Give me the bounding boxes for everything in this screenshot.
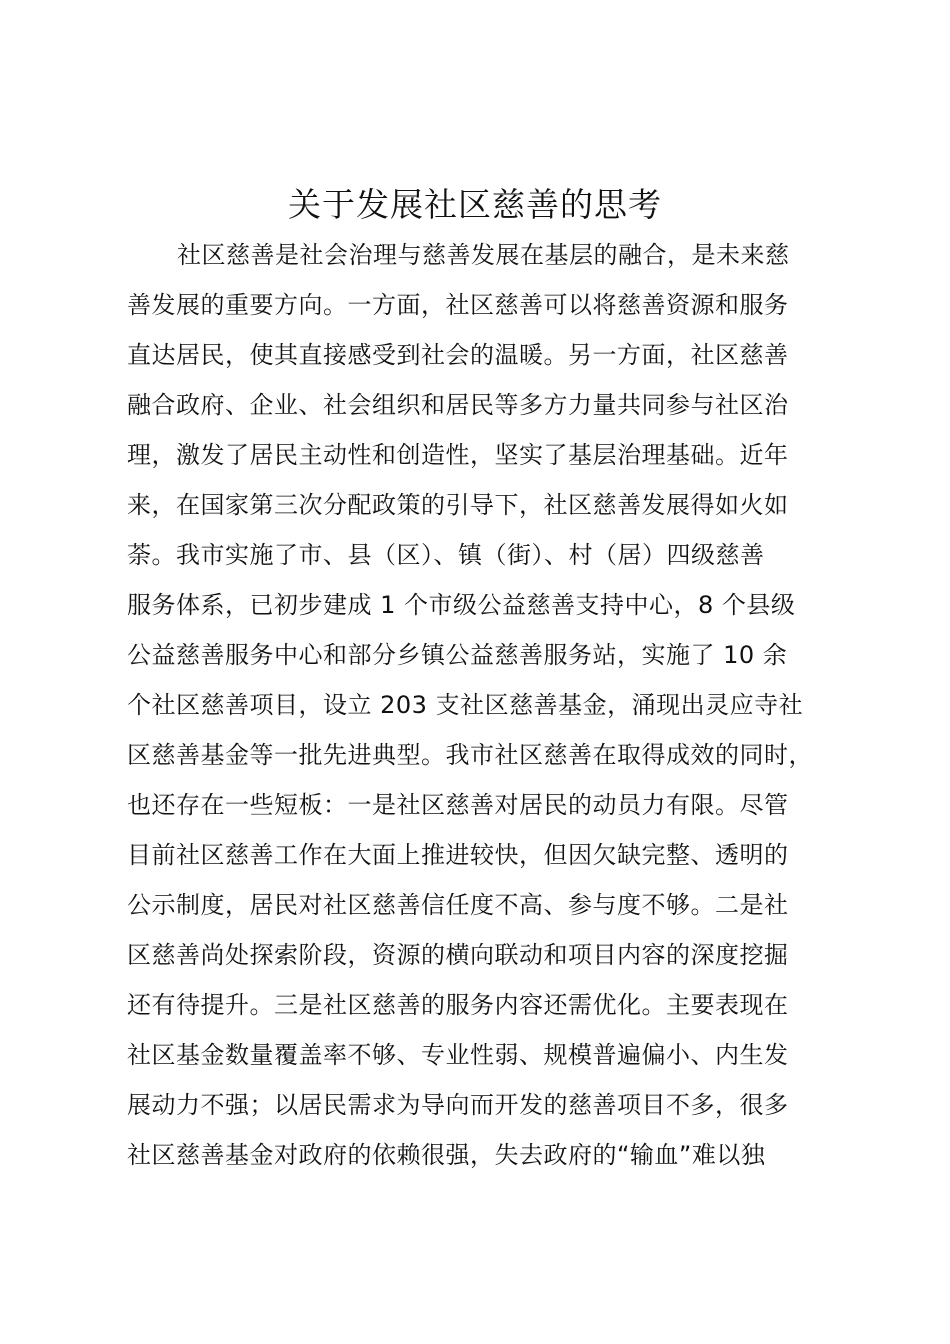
paragraph-line: 也还存在一些短板：一是社区慈善对居民的动员力有限。尽管 — [127, 791, 789, 819]
paragraph-line: 公示制度，居民对社区慈善信任度不高、参与度不够。二是社 — [127, 891, 789, 919]
paragraph-line: 理，激发了居民主动性和创造性，坚实了基层治理基础。近年 — [127, 441, 789, 469]
paragraph-line: 善发展的重要方向。一方面，社区慈善可以将慈善资源和服务 — [127, 291, 789, 319]
paragraph-line: 社区基金数量覆盖率不够、专业性弱、规模普遍偏小、内生发 — [127, 1041, 789, 1069]
document-title: 关于发展社区慈善的思考 — [288, 185, 662, 224]
paragraph-line: 来，在国家第三次分配政策的引导下，社区慈善发展得如火如 — [127, 491, 789, 519]
paragraph-line: 展动力不强；以居民需求为导向而开发的慈善项目不多，很多 — [127, 1091, 789, 1119]
paragraph-line: 公益慈善服务中心和部分乡镇公益慈善服务站，实施了 10 余 — [127, 641, 788, 669]
paragraph-line: 荼。我市实施了市、县（区）、镇（街）、村（居）四级慈善 — [127, 541, 765, 569]
paragraph-line: 社区慈善是社会治理与慈善发展在基层的融合，是未来慈 — [177, 241, 790, 269]
paragraph-line: 目前社区慈善工作在大面上推进较快，但因欠缺完整、透明的 — [127, 841, 789, 869]
document-body — [127, 230, 837, 1180]
paragraph-line: 还有待提升。三是社区慈善的服务内容还需优化。主要表现在 — [127, 991, 789, 1019]
paragraph-line: 个社区慈善项目，设立 203 支社区慈善基金，涌现出灵应寺社 — [127, 691, 804, 719]
paragraph-line: 区慈善基金等一批先进典型。我市社区慈善在取得成效的同时， — [127, 741, 813, 769]
paragraph-line: 直达居民，使其直接感受到社会的温暖。另一方面，社区慈善 — [127, 341, 789, 369]
paragraph-line: 服务体系，已初步建成 1 个市级公益慈善支持中心，8 个县级 — [127, 591, 796, 619]
paragraph-line: 融合政府、企业、社会组织和居民等多方力量共同参与社区治 — [127, 391, 789, 419]
paragraph-line: 社区慈善基金对政府的依赖很强，失去政府的“输血”难以独 — [127, 1141, 766, 1169]
paragraph-line: 区慈善尚处探索阶段，资源的横向联动和项目内容的深度挖掘 — [127, 941, 789, 969]
